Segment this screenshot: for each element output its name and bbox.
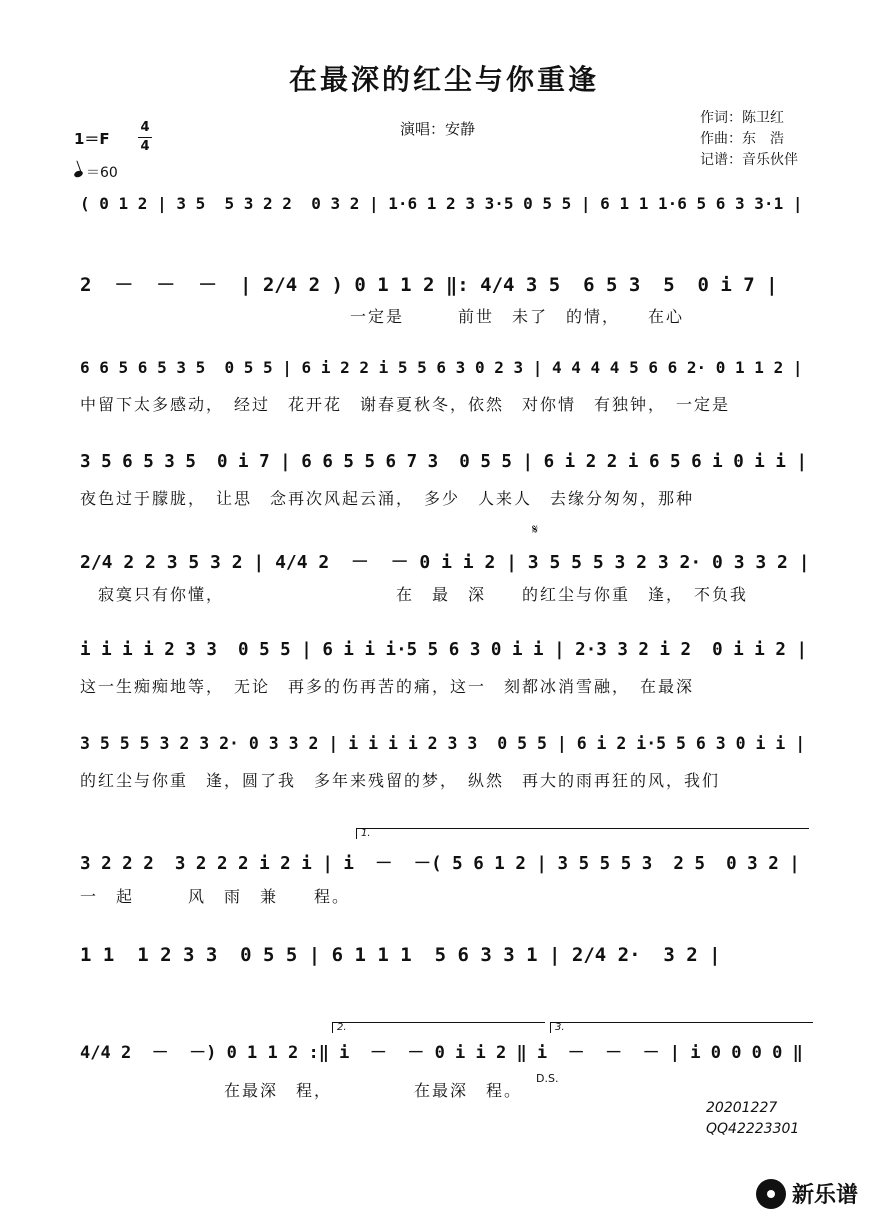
quarter-note-icon xyxy=(73,170,84,179)
lyrics-line: 在最深 程， 在最深 程。 xyxy=(80,1081,523,1100)
notation-line: 6 6 5 6 5 3 5 0 5 5 | 6 i 2 2 i 5 5 6 3 0 2 3 | 4 4 4 4 5 6 6 2· 0 1 1 2 | xyxy=(80,358,803,377)
time-sig-bottom: 4 xyxy=(140,139,150,154)
credits-block xyxy=(700,108,798,171)
singer-credit: 演唱：安静 xyxy=(400,120,476,138)
notation-line: 3 2 2 2 3 2 2 2 i 2 i | i － －( 5 6 1 2 | 3 5 5 5 3 2 5 0 3 2 | xyxy=(80,854,800,874)
staff-system-9 xyxy=(80,940,888,980)
site-logo[interactable] xyxy=(756,1178,858,1209)
time-sig-top: 4 xyxy=(140,120,150,135)
segno-sign: 𝄋 xyxy=(532,522,539,538)
ds-marking: D.S. xyxy=(536,1072,559,1085)
tempo-value: ＝60 xyxy=(86,165,118,181)
qq-number: QQ42223301 xyxy=(706,1121,800,1137)
notation-line: i i i i 2 3 3 0 5 5 | 6 i i i·5 5 6 3 0 i i | 2·3 3 2 i 2 0 i i 2 | xyxy=(80,640,807,660)
volta-bracket-1: 1. xyxy=(356,828,809,839)
lyrics-line: 中留下太多感动， 经过 花开花 谢春夏秋冬，依然 对你情 有独钟， 一定是 xyxy=(80,395,731,414)
notation-line: 3 5 6 5 3 5 0 i 7 | 6 6 5 5 6 7 3 0 5 5 | 6 i 2 2 i 6 5 6 i 0 i i | xyxy=(80,452,807,472)
transcriber-credit: 记谱：音乐伙伴 xyxy=(700,152,798,168)
composer-credit: 作曲：东 浩 xyxy=(700,131,784,147)
lyrics-line: 的红尘与你重 逢，圆了我 多年来残留的梦， 纵然 再大的雨再狂的风，我们 xyxy=(80,771,721,790)
staff-system-10 xyxy=(80,1022,888,1100)
notation-line: 2 － － － | 2/4 2 ) 0 1 1 2 ‖: 4/4 3 5 6 5 3 5 0 i 7 | xyxy=(80,274,778,296)
staff-system-7 xyxy=(80,730,888,790)
volta-bracket-2: 2. xyxy=(332,1022,545,1033)
key-signature: 1＝F xyxy=(74,130,110,148)
transcription-date: 20201227 xyxy=(706,1100,778,1116)
notation-line: 4/4 2 － －) 0 1 1 2 :‖ i － － 0 i i 2 ‖ i － － － | i 0 0 0 0 ‖ xyxy=(80,1043,803,1063)
staff-system-6 xyxy=(80,636,888,696)
notation-line: ( 0 1 2 | 3 5 5 3 2 2 0 3 2 | 1·6 1 2 3 3·5 0 5 5 | 6 1 1 1·6 5 6 3 3·1 | xyxy=(80,194,803,213)
footer-info xyxy=(706,1098,799,1140)
notation-line: 2/4 2 2 3 5 3 2 | 4/4 2 － － 0 i i 2 | 3 5 5 5 3 2 3 2· 0 3 3 2 | xyxy=(80,552,810,573)
lyrics-line: 一定是 前世 未了 的情， 在心 xyxy=(80,307,685,326)
volta-bracket-3: 3. xyxy=(550,1022,813,1033)
staff-system-8 xyxy=(80,828,888,906)
notation-line: 3 5 5 5 3 2 3 2· 0 3 3 2 | i i i i 2 3 3 0 5 5 | 6 i 2 i·5 5 6 3 0 i i | xyxy=(80,734,806,753)
staff-system-5 xyxy=(80,522,888,604)
song-title: 在最深的红尘与你重逢 xyxy=(288,63,599,96)
lyrics-line: 寂寞只有你懂， 在 最 深 的红尘与你重 逢， 不负我 xyxy=(80,585,749,604)
staff-system-4 xyxy=(80,448,888,508)
lyrics-line: 夜色过于朦胧， 让思 念再次风起云涌， 多少 人来人 去缘分匆匆，那种 xyxy=(80,489,695,508)
lyrics-line: 一 起 风 雨 兼 程。 xyxy=(80,887,351,906)
lyrics-line: 这一生痴痴地等， 无论 再多的伤再苦的痛，这一 刻都冰消雪融， 在最深 xyxy=(80,677,695,696)
notation-line: 1 1 1 2 3 3 0 5 5 | 6 1 1 1 5 6 3 3 1 | 2/4 2· 3 2 | xyxy=(80,944,721,966)
staff-system-1 xyxy=(80,190,888,230)
logo-text: 新乐谱 xyxy=(792,1183,859,1208)
tempo-marking xyxy=(74,162,118,182)
time-signature xyxy=(138,120,152,155)
lyricist-credit: 作词：陈卫红 xyxy=(700,110,784,126)
staff-system-2 xyxy=(80,266,888,326)
staff-system-3 xyxy=(80,354,888,414)
record-disc-icon xyxy=(756,1179,786,1209)
